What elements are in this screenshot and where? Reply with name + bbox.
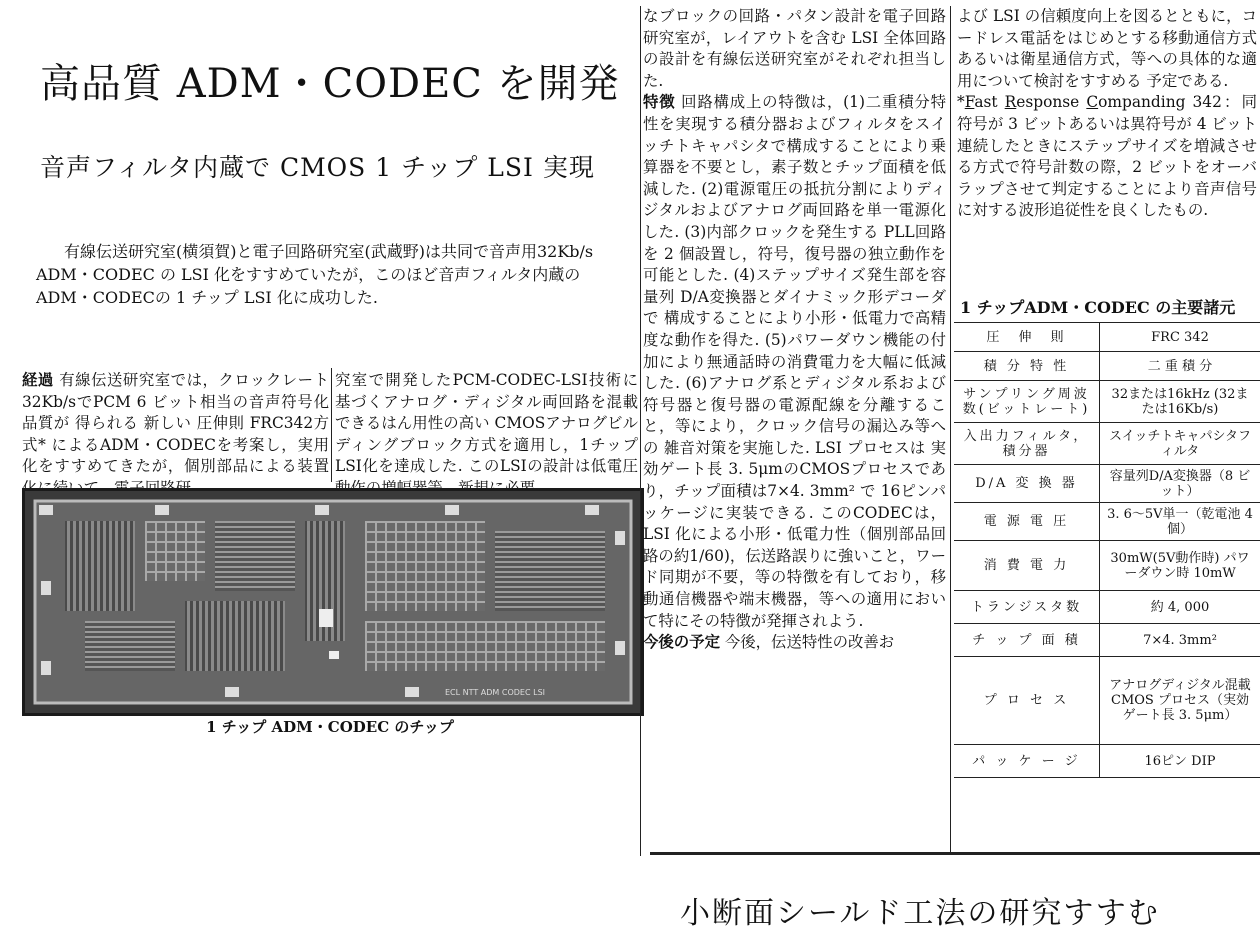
- body-column-3: [643, 6, 946, 852]
- spec-key: パ ッ ケ ー ジ: [954, 745, 1100, 778]
- body-column-2: [335, 370, 638, 480]
- spec-key: 圧 伸 則: [954, 323, 1100, 352]
- body-column-4: [957, 6, 1257, 281]
- spec-row: [954, 745, 1260, 778]
- spec-key: 電 源 電 圧: [954, 503, 1100, 541]
- keika-text-3: なブロックの回路・パタン設計を電子回路研究室が，レイアウトを含む LSI 全体回路の設計を有線伝送研究室がそれぞれ担当した.: [643, 6, 946, 92]
- article-lead: 有線伝送研究室(横須賀)と電子回路研究室(武蔵野)は共同で音声用32Kb/s ADM・CODEC の LSI 化をすすめていたが，このほど音声フィルタ内蔵の ADM・CODECの 1 チップ LSI 化に成功した.: [36, 240, 636, 309]
- article-separator: [650, 852, 1260, 855]
- spec-value: 30mW(5V動作時) パワーダウン時 10mW: [1100, 541, 1260, 591]
- yotei-text-2: よび LSI の信頼度向上を図るとともに，コードレス電話をはじめとする移動通信方式あるいは衛星通信方式，等への具体的な適用について検討をすすめる 予定である.: [957, 6, 1257, 92]
- article2-title: 小断面シールド工法の研究すすむ: [680, 888, 1160, 932]
- spec-row: [954, 503, 1260, 541]
- spec-key: D/A 変 換 器: [954, 465, 1100, 503]
- spec-row: [954, 657, 1260, 745]
- spec-row: [954, 541, 1260, 591]
- spec-row: [954, 465, 1260, 503]
- chip-die-image: [25, 491, 641, 713]
- section-heading-keika: 経過: [22, 371, 54, 389]
- spec-row: [954, 352, 1260, 381]
- spec-row: [954, 323, 1260, 352]
- spec-value: 7×4. 3mm²: [1100, 624, 1260, 657]
- spec-value: 16ピン DIP: [1100, 745, 1260, 778]
- spec-key: サンプリング周波数(ビットレート): [954, 381, 1100, 423]
- spec-value: 3. 6〜5V単一（乾電池 4 個）: [1100, 503, 1260, 541]
- keika-text-2: 究室で開発したPCM-CODEC-LSI技術に基づくアナログ・ディジタル両回路を混載できるはん用性の高い CMOSアナログビルディングブロック方式を適用し，1チップLSI化を達成した. このLSIの設計は低電圧: [335, 370, 638, 500]
- article-subtitle: 音声フィルタ内蔵で CMOS 1 チップ LSI 実現: [40, 148, 595, 184]
- spec-key: プ ロ セ ス: [954, 657, 1100, 745]
- yotei-text-1: 今後，伝送特性の改善お: [725, 633, 894, 651]
- footnote: *Fast Response Companding 342：同符号が 3 ビットあるいは異符号が 4 ビット連続したときにステップサイズを増減させる方式で符号計数の際，2 ビットをオーバラップさせて判定することにより音声信号に対する波形追従性を良くしたもの.: [957, 92, 1257, 222]
- spec-row: [954, 381, 1260, 423]
- chip-marking: ECL NTT ADM CODEC LSI: [445, 688, 545, 697]
- spec-row: [954, 591, 1260, 624]
- column-divider: [331, 368, 332, 482]
- section-heading-tokucho: 特徴: [643, 93, 675, 111]
- page-column-divider: [640, 6, 641, 856]
- spec-key: 入出力フィルタ，積分器: [954, 423, 1100, 465]
- photo-caption: 1 チップ ADM・CODEC のチップ: [22, 716, 638, 737]
- spec-key: トランジスタ数: [954, 591, 1100, 624]
- spec-value: 32または16kHz (32または16Kb/s): [1100, 381, 1260, 423]
- spec-key: チ ッ プ 面 積: [954, 624, 1100, 657]
- body-column-1: [22, 370, 329, 480]
- spec-value: 容量列D/A変換器（8 ビット）: [1100, 465, 1260, 503]
- spec-value: 二 重 積 分: [1100, 352, 1260, 381]
- chip-photo: [22, 488, 644, 716]
- tokucho-text: 回路構成上の特徴は，(1)二重積分特性を実現する積分器およびフィルタをスイッチトキャパシタで構成することにより乗算器を不要とし，素子数とチップ面積を低減した. (2)電源電圧の抵抗分割によりディジタルおよびアナログ両回路を単一電源化した. (3)内部クロックを発生する PLL回路を 2 個設置し，符号，復号器の独立動作を可能とした. (4)ステップサイズ発生部を容量列 D/A変換器とダイナミック形デコーダで 構成することにより小形・低電力で高精度な動作を得た. (5)パワーダウン機能の付加により無通話時の消費電力を大幅に低減した. (6)アナログ系とディジタル系および 符号器と復号器の電源配線を分離すること，等により，クロック信号の漏込み等への 雑音対策を実施した. LSI プロセスは 実効ゲート長 3. 5μmのCMOSプロセスであり，チップ面積は7×4. 3mm² で 16ピンパッケージに実装できる. このCODECは，LSI 化による小形・低電力性（個別部品回路の約1/60)，伝送路誤りに強いこと，ワード同期が不要，等の特徴を有しており，移動通信機器や端末機器，等への適用において特にその特徴が発揮されよう.: [643, 93, 946, 629]
- keika-text-1: 有線伝送研究室では，クロックレート32Kb/sでPCM 6 ビット相当の音声符号化品質が 得られる 新しい 圧伸則 FRC342方式* によるADM・CODECを考案し，実用化をすすめてきたが，個別部品による装置: [22, 371, 329, 497]
- spec-table-title: 1 チップADM・CODEC の主要諸元: [960, 295, 1235, 318]
- spec-value: 約 4, 000: [1100, 591, 1260, 624]
- column-divider-2: [950, 6, 951, 852]
- spec-table: [954, 322, 1260, 778]
- spec-key: 積 分 特 性: [954, 352, 1100, 381]
- spec-row: [954, 423, 1260, 465]
- spec-value: スイッチトキャパシタフィルタ: [1100, 423, 1260, 465]
- spec-value: アナログディジタル混載 CMOS プロセス（実効ゲート長 3. 5μm）: [1100, 657, 1260, 745]
- spec-key: 消 費 電 力: [954, 541, 1100, 591]
- article-title: 高品質 ADM・CODEC を開発: [40, 52, 620, 109]
- spec-value: FRC 342: [1100, 323, 1260, 352]
- section-heading-yotei: 今後の予定: [643, 633, 720, 651]
- spec-row: [954, 624, 1260, 657]
